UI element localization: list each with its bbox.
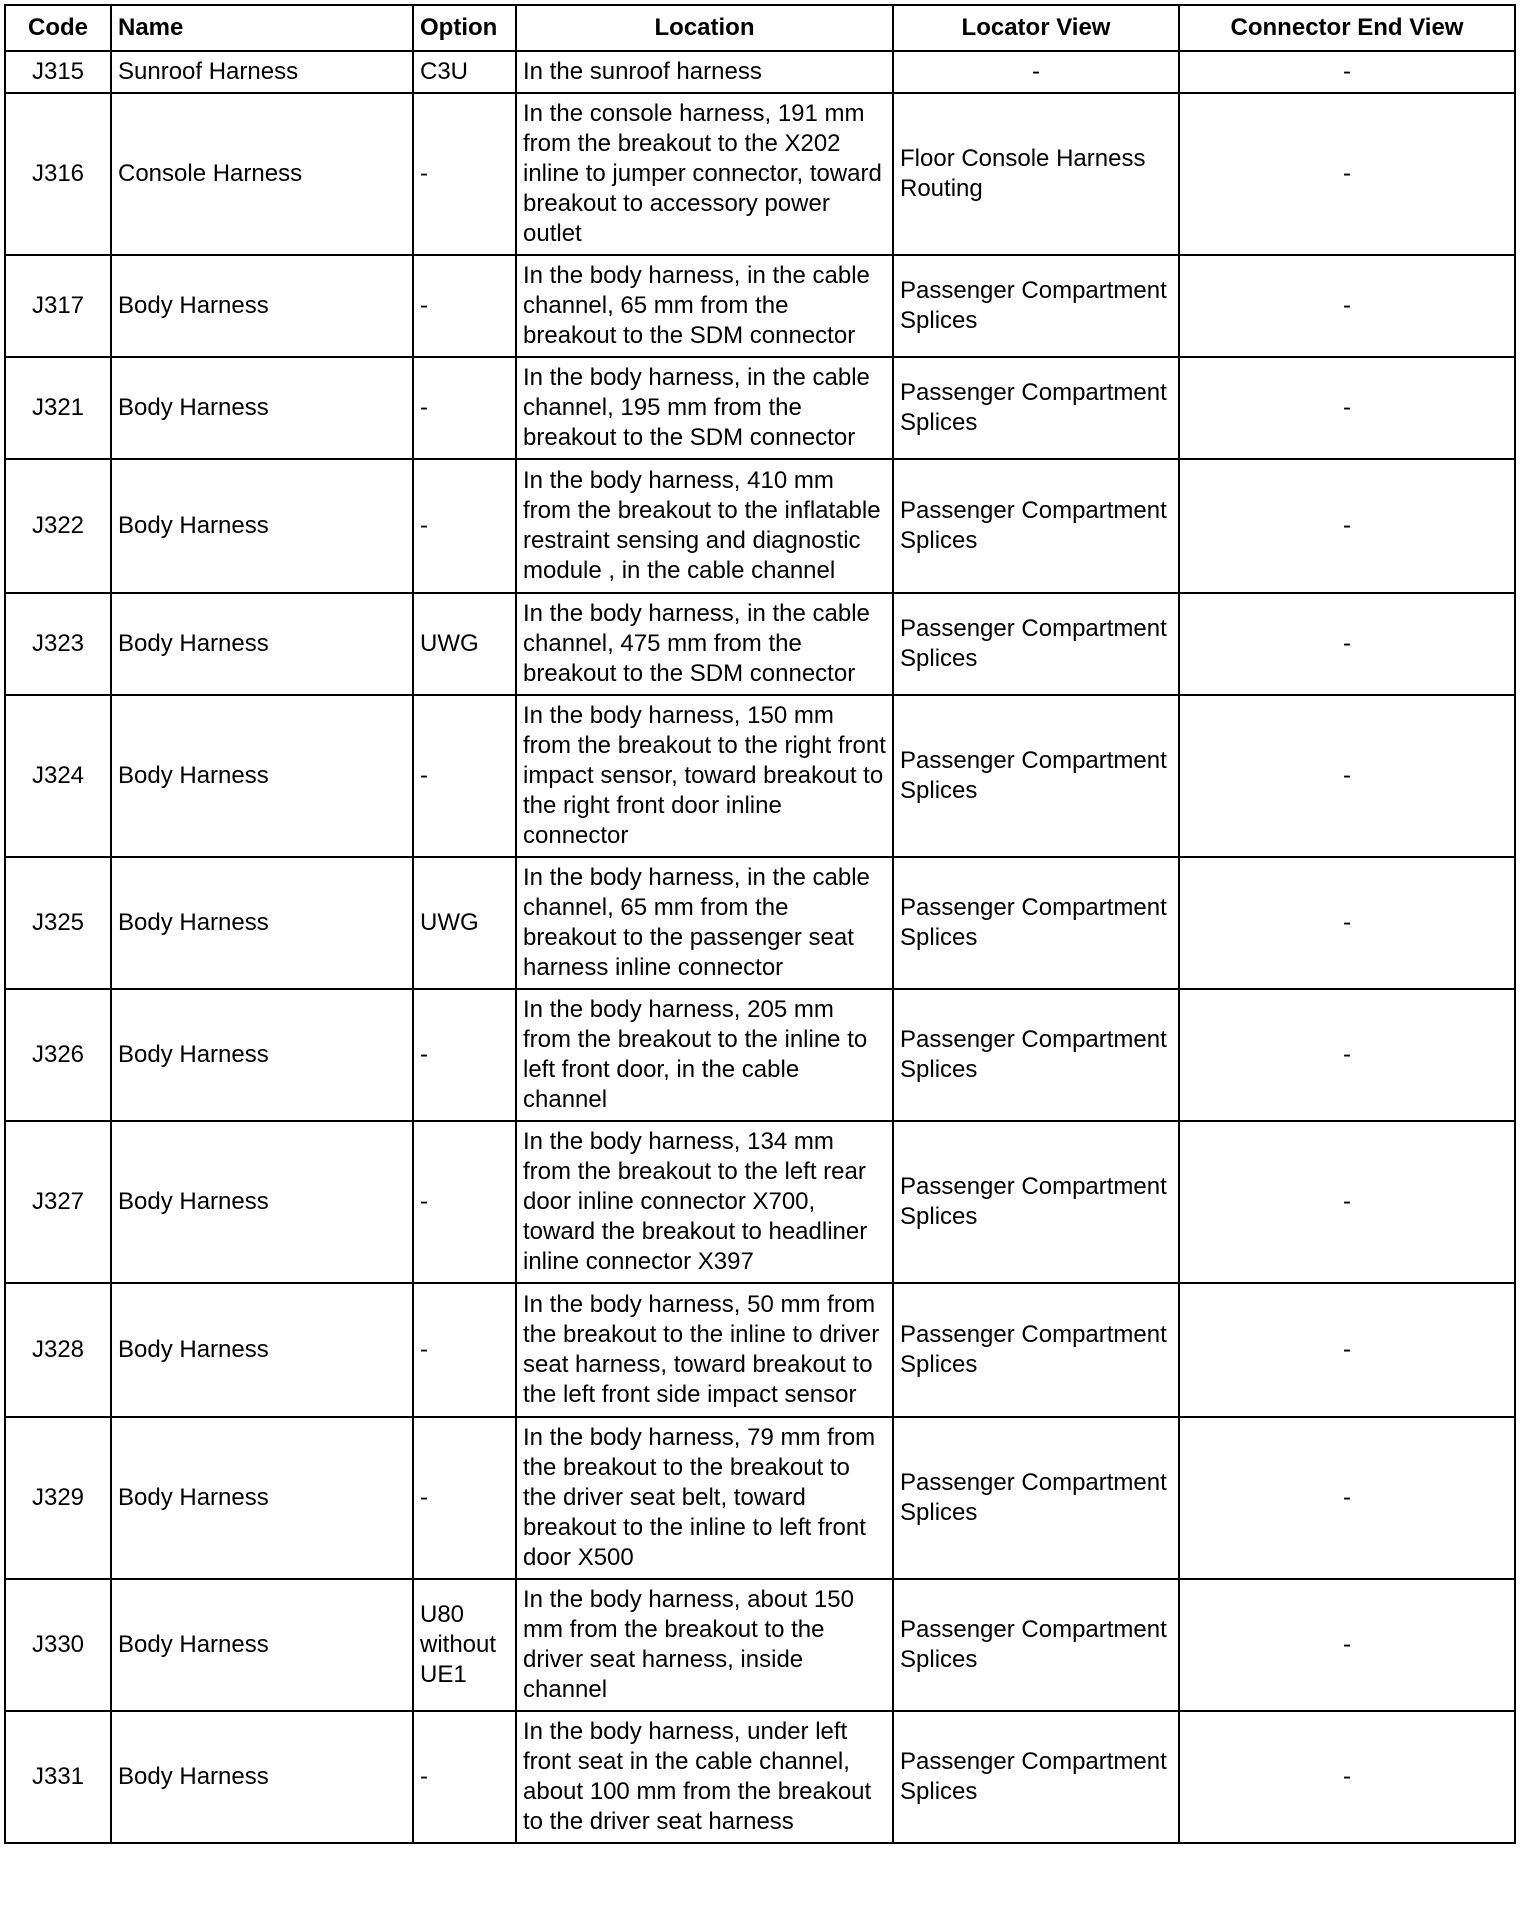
table-row — [5, 695, 1515, 857]
cell-locator-view: Passenger Compartment Splices — [893, 695, 1179, 857]
cell-code: J326 — [5, 989, 111, 1121]
cell-option: UWG — [413, 857, 516, 989]
table-row — [5, 989, 1515, 1121]
cell-locator-view: Passenger Compartment Splices — [893, 255, 1179, 357]
cell-connector-end-view: - — [1179, 93, 1515, 255]
cell-locator-view: Passenger Compartment Splices — [893, 1711, 1179, 1843]
cell-locator-view: Passenger Compartment Splices — [893, 857, 1179, 989]
header-code: Code — [5, 5, 111, 51]
cell-connector-end-view: - — [1179, 459, 1515, 593]
cell-connector-end-view: - — [1179, 1417, 1515, 1579]
cell-code: J331 — [5, 1711, 111, 1843]
header-row — [5, 5, 1515, 51]
cell-connector-end-view: - — [1179, 1283, 1515, 1417]
cell-location: In the body harness, about 150 mm from the breakout to the driver seat harness, inside channel — [516, 1579, 893, 1711]
cell-connector-end-view: - — [1179, 695, 1515, 857]
cell-option: - — [413, 1121, 516, 1283]
cell-code: J322 — [5, 459, 111, 593]
cell-name: Body Harness — [111, 1711, 413, 1843]
cell-code: J324 — [5, 695, 111, 857]
cell-connector-end-view: - — [1179, 989, 1515, 1121]
cell-name: Body Harness — [111, 857, 413, 989]
cell-code: J330 — [5, 1579, 111, 1711]
cell-name: Body Harness — [111, 1121, 413, 1283]
cell-connector-end-view: - — [1179, 51, 1515, 93]
cell-code: J316 — [5, 93, 111, 255]
cell-locator-view: Floor Console Harness Routing — [893, 93, 1179, 255]
cell-location: In the body harness, 410 mm from the breakout to the inflatable restraint sensing and diagnostic module , in the cable channel — [516, 459, 893, 593]
cell-code: J327 — [5, 1121, 111, 1283]
table-row — [5, 1283, 1515, 1417]
cell-code: J328 — [5, 1283, 111, 1417]
cell-name: Body Harness — [111, 695, 413, 857]
cell-name: Body Harness — [111, 593, 413, 695]
cell-option: UWG — [413, 593, 516, 695]
cell-code: J317 — [5, 255, 111, 357]
cell-option: U80 without UE1 — [413, 1579, 516, 1711]
table-row — [5, 1711, 1515, 1843]
cell-option: C3U — [413, 51, 516, 93]
table-header — [5, 5, 1515, 51]
cell-name: Console Harness — [111, 93, 413, 255]
cell-name: Body Harness — [111, 1283, 413, 1417]
cell-option: - — [413, 93, 516, 255]
cell-option: - — [413, 1711, 516, 1843]
cell-option: - — [413, 989, 516, 1121]
table-body — [5, 51, 1515, 1843]
cell-name: Sunroof Harness — [111, 51, 413, 93]
cell-locator-view: Passenger Compartment Splices — [893, 459, 1179, 593]
cell-name: Body Harness — [111, 1417, 413, 1579]
table-row — [5, 1417, 1515, 1579]
cell-connector-end-view: - — [1179, 357, 1515, 459]
cell-option: - — [413, 1283, 516, 1417]
table-row — [5, 857, 1515, 989]
cell-locator-view: Passenger Compartment Splices — [893, 1579, 1179, 1711]
cell-code: J323 — [5, 593, 111, 695]
cell-location: In the console harness, 191 mm from the breakout to the X202 inline to jumper connector, toward breakout to accessory power outlet — [516, 93, 893, 255]
header-location: Location — [516, 5, 893, 51]
cell-code: J325 — [5, 857, 111, 989]
cell-locator-view: Passenger Compartment Splices — [893, 1283, 1179, 1417]
cell-option: - — [413, 695, 516, 857]
cell-connector-end-view: - — [1179, 1121, 1515, 1283]
cell-option: - — [413, 1417, 516, 1579]
cell-connector-end-view: - — [1179, 593, 1515, 695]
cell-locator-view: - — [893, 51, 1179, 93]
table-row — [5, 593, 1515, 695]
cell-connector-end-view: - — [1179, 1711, 1515, 1843]
cell-option: - — [413, 255, 516, 357]
cell-locator-view: Passenger Compartment Splices — [893, 593, 1179, 695]
cell-locator-view: Passenger Compartment Splices — [893, 1417, 1179, 1579]
cell-name: Body Harness — [111, 459, 413, 593]
cell-code: J329 — [5, 1417, 111, 1579]
table-row — [5, 255, 1515, 357]
cell-location: In the body harness, 150 mm from the breakout to the right front impact sensor, toward breakout to the right front door inline connector — [516, 695, 893, 857]
table-row — [5, 459, 1515, 593]
cell-location: In the body harness, in the cable channel, 475 mm from the breakout to the SDM connector — [516, 593, 893, 695]
table-row — [5, 93, 1515, 255]
cell-location: In the body harness, 134 mm from the breakout to the left rear door inline connector X700, toward the breakout to headliner inline connector X397 — [516, 1121, 893, 1283]
cell-connector-end-view: - — [1179, 857, 1515, 989]
cell-option: - — [413, 357, 516, 459]
cell-locator-view: Passenger Compartment Splices — [893, 989, 1179, 1121]
cell-location: In the body harness, 205 mm from the breakout to the inline to left front door, in the cable channel — [516, 989, 893, 1121]
cell-location: In the body harness, 50 mm from the breakout to the inline to driver seat harness, toward breakout to the left front side impact sensor — [516, 1283, 893, 1417]
cell-option: - — [413, 459, 516, 593]
header-locator-view: Locator View — [893, 5, 1179, 51]
table-row — [5, 51, 1515, 93]
cell-code: J315 — [5, 51, 111, 93]
header-connector-end-view: Connector End View — [1179, 5, 1515, 51]
cell-name: Body Harness — [111, 255, 413, 357]
splice-table — [4, 4, 1516, 1844]
cell-locator-view: Passenger Compartment Splices — [893, 1121, 1179, 1283]
cell-code: J321 — [5, 357, 111, 459]
cell-location: In the body harness, in the cable channel, 65 mm from the breakout to the passenger seat harness inline connector — [516, 857, 893, 989]
cell-location: In the body harness, in the cable channel, 195 mm from the breakout to the SDM connector — [516, 357, 893, 459]
header-name: Name — [111, 5, 413, 51]
cell-connector-end-view: - — [1179, 255, 1515, 357]
cell-name: Body Harness — [111, 989, 413, 1121]
cell-connector-end-view: - — [1179, 1579, 1515, 1711]
cell-location: In the body harness, 79 mm from the breakout to the breakout to the driver seat belt, toward breakout to the inline to left front door X500 — [516, 1417, 893, 1579]
table-row — [5, 357, 1515, 459]
cell-location: In the body harness, under left front seat in the cable channel, about 100 mm from the breakout to the driver seat harness — [516, 1711, 893, 1843]
cell-name: Body Harness — [111, 357, 413, 459]
table-row — [5, 1121, 1515, 1283]
cell-name: Body Harness — [111, 1579, 413, 1711]
table-row — [5, 1579, 1515, 1711]
cell-location: In the body harness, in the cable channel, 65 mm from the breakout to the SDM connector — [516, 255, 893, 357]
cell-locator-view: Passenger Compartment Splices — [893, 357, 1179, 459]
cell-location: In the sunroof harness — [516, 51, 893, 93]
header-option: Option — [413, 5, 516, 51]
